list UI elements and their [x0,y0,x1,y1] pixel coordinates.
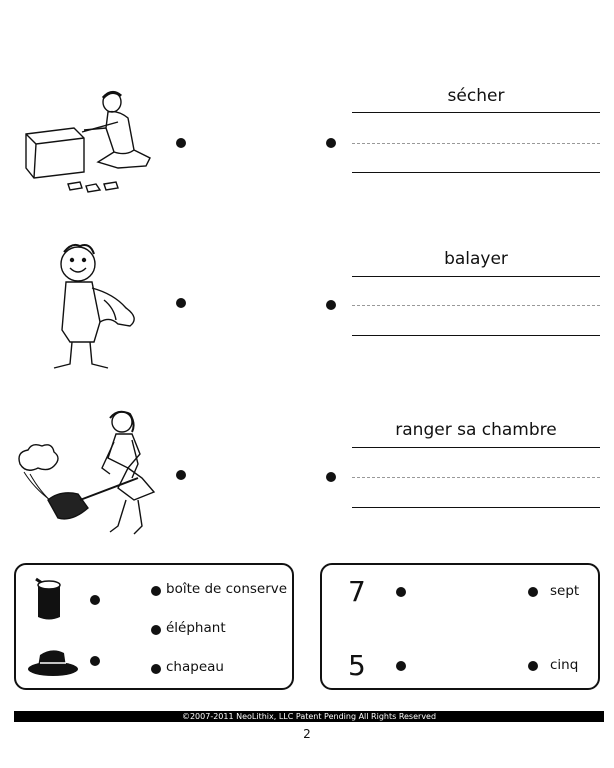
writing-base-line-1 [352,172,600,173]
digit-five-dot[interactable] [396,661,406,671]
child-drying-with-towel-picture [44,238,144,374]
girl-sweeping-with-broom-picture [14,408,162,538]
vocabulary-matching-box [14,563,294,690]
digit-seven-dot[interactable] [396,587,406,597]
writing-top-line-1 [352,112,600,113]
writing-base-line-3 [352,507,600,508]
hat-icon [26,645,80,683]
child-unpacking-box-picture [22,88,154,198]
writing-mid-line-2 [352,305,600,306]
word-dot-2[interactable] [326,300,336,310]
word-label-1: sécher [447,86,505,106]
option-sept: sept [550,583,580,599]
option-elephant: éléphant [166,620,226,636]
word-dot-3[interactable] [326,472,336,482]
writing-top-line-3 [352,447,600,448]
word-label-3: ranger sa chambre [395,420,557,440]
option-cinq-dot[interactable] [528,661,538,671]
option-cinq: cinq [550,657,579,673]
digit-seven: 7 [348,575,366,608]
digit-five: 5 [348,649,366,682]
writing-mid-line-1 [352,143,600,144]
picture-dot-2[interactable] [176,298,186,308]
page-number: 2 [303,727,311,741]
option-dot-2[interactable] [151,625,161,635]
picture-dot-3[interactable] [176,470,186,480]
word-label-2: balayer [444,249,508,269]
writing-top-line-2 [352,276,600,277]
option-dot-3[interactable] [151,664,161,674]
option-dot-1[interactable] [151,586,161,596]
number-matching-box [320,563,600,690]
tin-can-dot[interactable] [90,595,100,605]
option-sept-dot[interactable] [528,587,538,597]
writing-mid-line-3 [352,477,600,478]
tin-can-icon [34,577,64,625]
option-boite-de-conserve: boîte de conserve [166,581,288,597]
hat-dot[interactable] [90,656,100,666]
option-chapeau: chapeau [166,659,224,675]
copyright-footer: ©2007-2011 NeoLithix, LLC Patent Pending All Rights Reserved [14,711,604,722]
writing-base-line-2 [352,335,600,336]
word-dot-1[interactable] [326,138,336,148]
picture-dot-1[interactable] [176,138,186,148]
